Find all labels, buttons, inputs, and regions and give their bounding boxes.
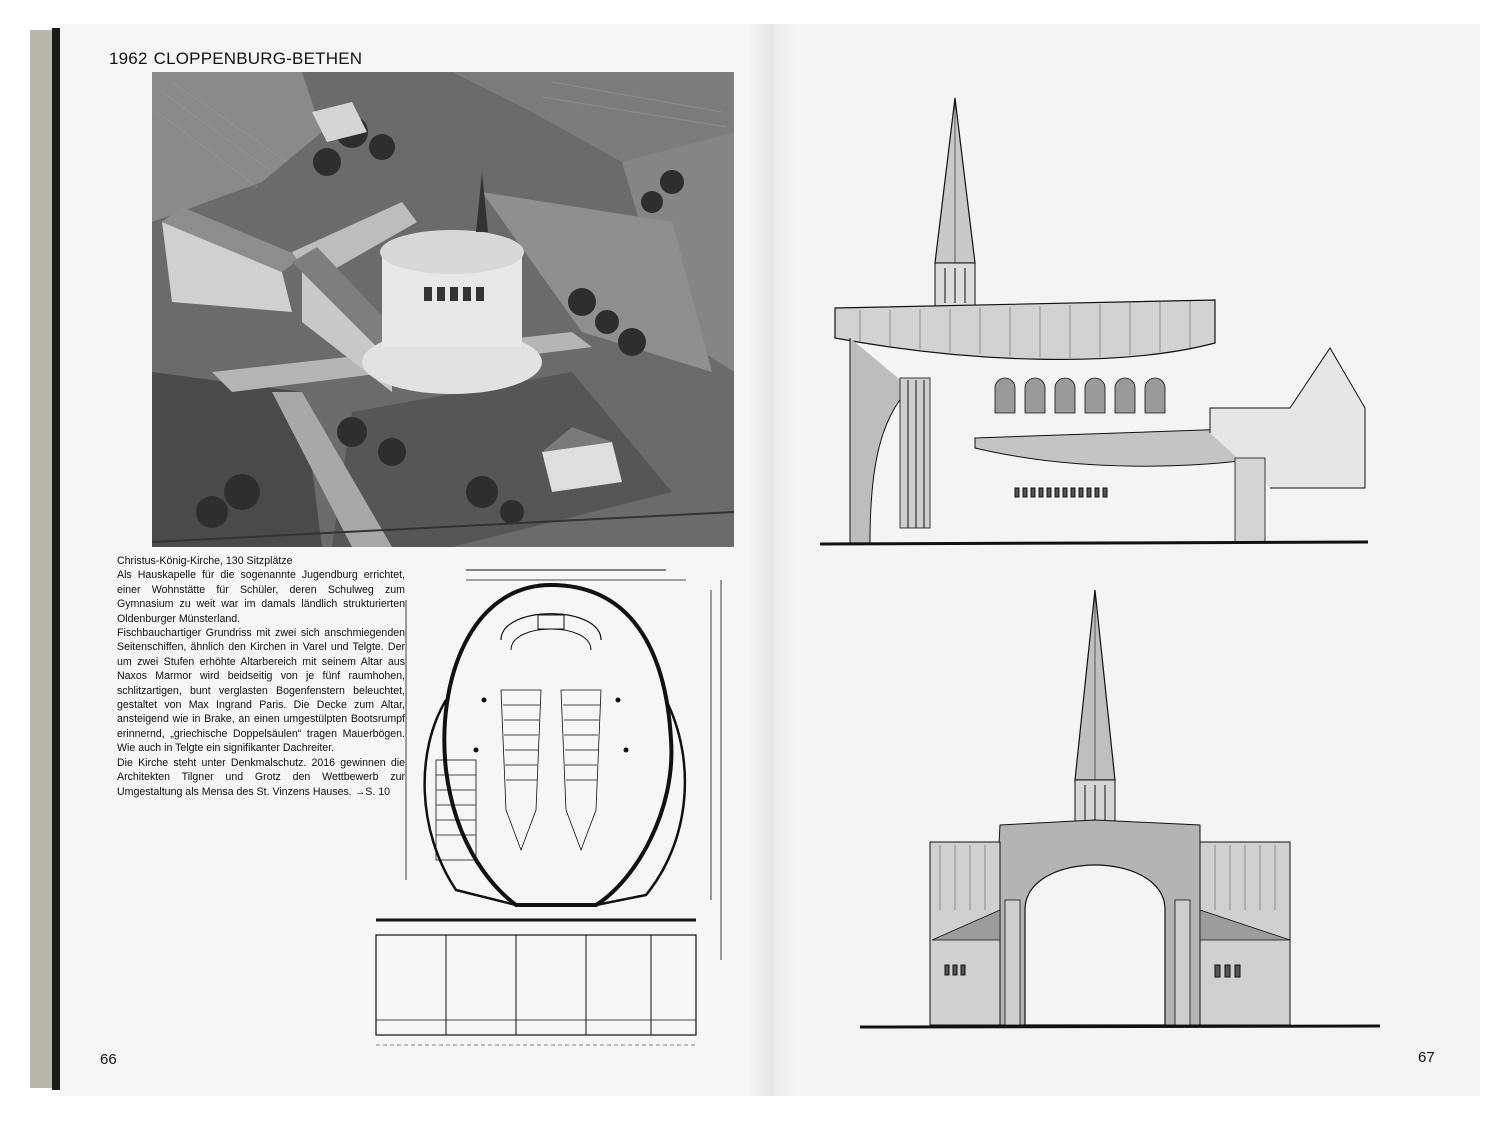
caption-paragraph-2: Fischbauchartiger Grundriss mit zwei sich anschmiegenden Seitenschiffen, ähnlich den Kirchen in Varel und Telgte. Der um zwei Stufen erhöhte Altarbereich mit seinem Altar aus Naxos Marmor wird beidseitig von je fünf raumhohen, schlitzartigen, bunt verglasten Bogenfenstern beleuchtet, gestaltet von Max Ingrand Paris. Die Decke zum Altar, ansteigend wie in Brake, an einen umgestülpten Bootsrumpf erinnernd, „griechische Doppelsäulen“ tragen Mauerbögen. Wie auch in Telgte ein signifikanter Dachreiter. bbox=[117, 627, 405, 755]
page-header bbox=[109, 49, 362, 69]
caption-paragraph-1: Als Hauskapelle für die sogenannte Jugendburg errichtet, einer Wohnstätte für Schüler, deren Schulweg zum Gymnasium zu weit war im damals ländlich strukturierten Oldenburger Münsterland. bbox=[117, 569, 405, 625]
page-stack-edge bbox=[52, 28, 60, 1090]
aerial-photo bbox=[152, 72, 734, 547]
header-year: 1962 bbox=[109, 49, 148, 68]
front-elevation-drawing bbox=[860, 580, 1380, 1032]
page-number-left: 66 bbox=[100, 1051, 117, 1068]
book-cover-edge bbox=[30, 30, 52, 1088]
caption-paragraph-3: Die Kirche steht unter Denkmalschutz. 2016 gewinnen die Architekten Tilgner und Grotz den Wettbewerb zur Umgestaltung als Mensa des St. Vinzens Hauses. →S. 10 bbox=[117, 756, 405, 798]
floor-plan-drawing bbox=[366, 560, 744, 1050]
side-elevation-drawing bbox=[820, 88, 1370, 553]
caption-title: Christus-König-Kirche, 130 Sitzplätze bbox=[117, 555, 293, 567]
header-place: CLOPPENBURG-BETHEN bbox=[153, 49, 363, 68]
book-gutter bbox=[748, 24, 798, 1096]
page-number-right: 67 bbox=[1418, 1049, 1435, 1066]
caption bbox=[117, 554, 405, 799]
background bbox=[0, 0, 30, 1133]
